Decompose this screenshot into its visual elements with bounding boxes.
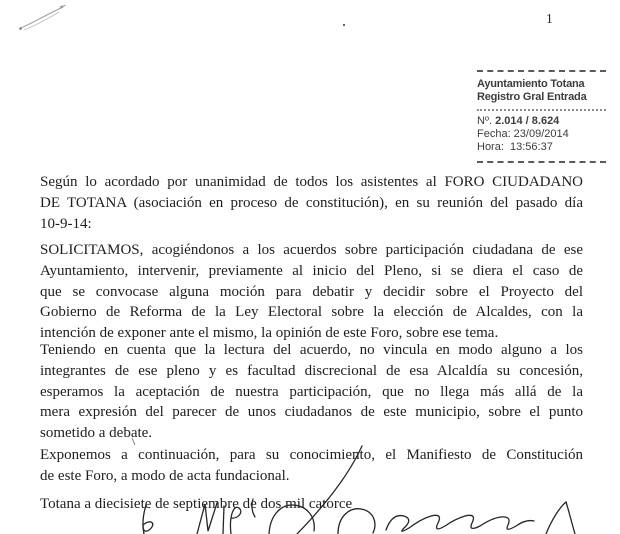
stamp-dotted-line [477, 109, 606, 111]
text-line: esperamos la aceptación de nuestra participación, que no llega más allá de la [40, 383, 583, 400]
stamp-fields [477, 115, 606, 154]
stamp-entry-number-value: 2.014 / 8.624 [495, 115, 560, 127]
text-line: DE TOTANA (asociación en proceso de constitución), en su reunión del pasado día [40, 194, 583, 211]
text-line: que se convocase alguna moción para debatir y decidir sobre el Proyecto del [40, 283, 583, 300]
paragraph-intro [40, 172, 583, 234]
text-line: Según lo acordado por unanimidad de todos los asistentes al FORO CIUDADANO [40, 174, 583, 190]
paragraph-solicitamos [40, 240, 583, 344]
stamp-org-line2: Registro Gral Entrada [477, 91, 587, 103]
text-line: Exponemos a continuación, para su conocimiento, el Manifiesto de Constitución [40, 447, 583, 463]
stamp-dashed-line-bottom [477, 161, 606, 163]
page-number: 1 [546, 11, 553, 26]
text-line: Totana a diecisiete de septiembre de dos mil catorce [40, 496, 353, 512]
registry-stamp [477, 70, 606, 163]
text-line: SOLICITAMOS, acogiéndonos a los acuerdos sobre participación ciudadana de ese [40, 242, 583, 258]
stamp-organization [477, 78, 606, 104]
stamp-dashed-line-top [477, 70, 606, 72]
stamp-date: Fecha: 23/09/2014 [477, 128, 569, 140]
paragraph-teniendo [40, 340, 583, 444]
signature-stroke [143, 522, 153, 531]
text-line: mera expresión del parecer de unos ciudadanos de este municipio, sobre el punto [40, 404, 583, 421]
text-line: intención de exponer ante el mismo, la opinión de este Foro, sobre ese tema. [40, 325, 499, 342]
text-line: 10-9-14: [40, 215, 92, 232]
stamp-entry-number [477, 115, 606, 128]
date-line [40, 494, 583, 515]
paragraph-exponemos [40, 445, 583, 487]
text-line: Ayuntamiento, intervenir, previamente al inicio del Pleno, si se diera el caso de [40, 262, 583, 279]
text-line: integrantes de ese pleno y es facultad discrecional de esa Alcaldía su concesión, [40, 362, 583, 379]
stamp-org-line1: Ayuntamiento Totana [477, 78, 585, 90]
text-line: de este Foro, a modo de acta fundacional. [40, 467, 290, 484]
stamp-time: Hora: 13:56:37 [477, 141, 553, 153]
stamp-entry-number-prefix: Nº. [477, 115, 496, 127]
text-line: sometido a debate. [40, 425, 153, 442]
pen-scribble [19, 6, 65, 31]
scan-speck-dot [343, 24, 345, 26]
text-line: Gobierno de Reforma de la Ley Electoral sobre la elección de Alcaldes, con la [40, 304, 583, 321]
signature-stroke [386, 515, 534, 531]
text-line: Teniendo en cuenta que la lectura del acuerdo, no vincula en modo alguno a los [40, 342, 583, 358]
